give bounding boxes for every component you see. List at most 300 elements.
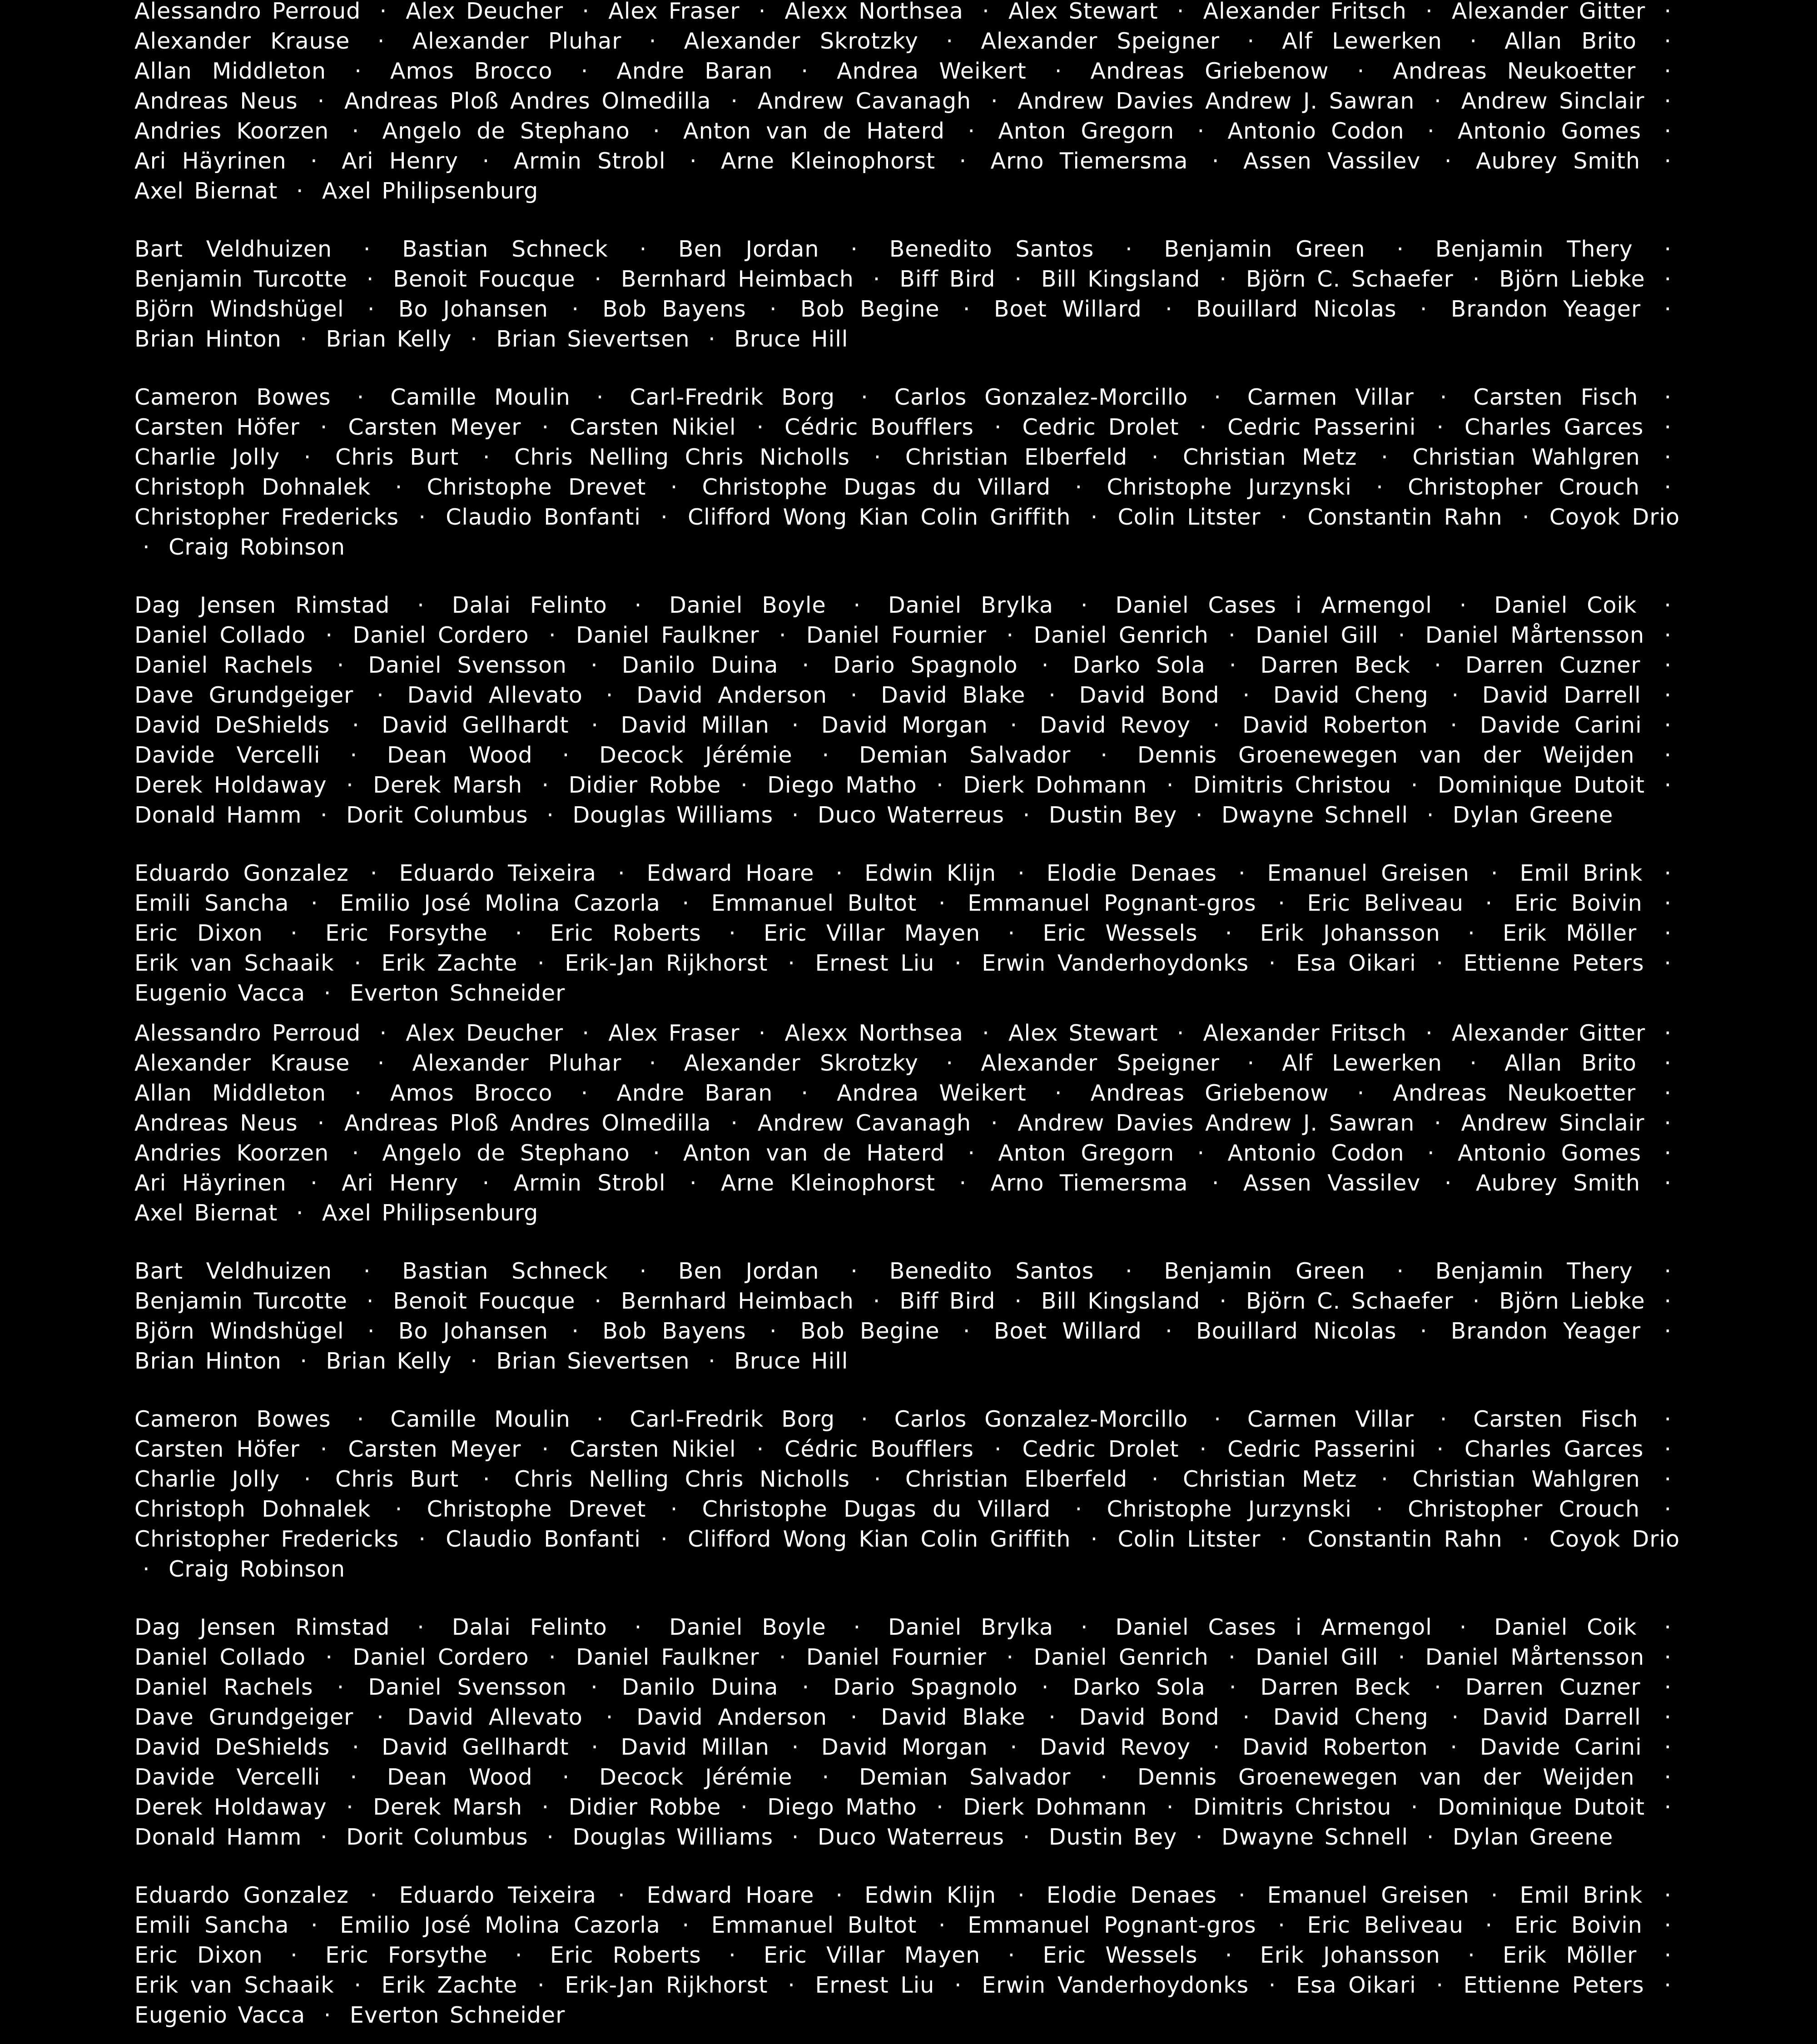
name-separator: · <box>729 1942 736 1968</box>
name-separator: · <box>1664 1614 1672 1640</box>
credit-name: Alexander Speigner <box>981 28 1220 54</box>
name-separator: · <box>377 682 384 708</box>
name-separator: · <box>1664 444 1672 470</box>
name-separator: · <box>1664 1704 1672 1730</box>
credit-name: Everton Schneider <box>349 2002 566 2028</box>
credit-name: Clifford Wong Kian Colin Griffith <box>687 1526 1071 1552</box>
credit-name: Bob Begine <box>800 1318 940 1344</box>
credit-name: Christopher Crouch <box>1408 474 1640 500</box>
credit-name: Björn Liebke <box>1499 1288 1645 1314</box>
credit-name: Esa Oikari <box>1296 950 1416 976</box>
credit-name: Ari Henry <box>342 1170 459 1196</box>
credit-name: Armin Strobl <box>513 1170 666 1196</box>
credit-name: Eric Roberts <box>550 1942 701 1968</box>
name-separator: · <box>873 266 881 292</box>
name-separator: · <box>303 1466 312 1492</box>
credit-name: Christophe Dugas du Villard <box>702 1496 1051 1522</box>
name-separator: · <box>1664 1110 1672 1136</box>
name-separator: · <box>1664 1050 1672 1076</box>
name-separator: · <box>1212 1734 1221 1760</box>
credit-name: Daniel Rachels <box>134 652 313 678</box>
name-separator: · <box>1434 1674 1442 1700</box>
credit-name: Davide Carini <box>1479 712 1642 738</box>
name-separator: · <box>1664 890 1672 916</box>
name-separator: · <box>1664 682 1672 708</box>
credit-name: David Gellhardt <box>382 1734 569 1760</box>
credit-name: Alex Deucher <box>406 0 564 24</box>
name-separator: · <box>1151 444 1159 470</box>
name-separator: · <box>779 1644 787 1670</box>
name-separator: · <box>740 1794 748 1820</box>
name-separator: · <box>853 1614 861 1640</box>
credit-name: Dimitris Christou <box>1193 772 1392 798</box>
credit-name: Antonio Codon <box>1227 1140 1405 1166</box>
name-separator: · <box>1427 118 1435 144</box>
credit-name: Benedito Santos <box>889 1258 1094 1284</box>
credit-name: Erwin Vanderhoydonks <box>982 950 1249 976</box>
name-separator: · <box>1459 1614 1467 1640</box>
name-separator: · <box>1664 1022 1672 1046</box>
name-separator: · <box>352 1734 360 1760</box>
credit-name: Erik Möller <box>1503 1942 1637 1968</box>
credit-group-d <box>134 1612 1680 1852</box>
credit-name: Danilo Duina <box>621 652 779 678</box>
credit-name: Andreas Ploß Andres Olmedilla <box>344 1110 711 1136</box>
credit-name: Andrew Sinclair <box>1461 1110 1645 1136</box>
name-separator: · <box>1211 1170 1220 1196</box>
name-separator: · <box>861 1406 869 1432</box>
credit-name: Esa Oikari <box>1296 1972 1416 1998</box>
credit-group-a <box>134 0 1680 206</box>
name-separator: · <box>758 1022 766 1046</box>
credit-name: Erik-Jan Rijkhorst <box>565 950 768 976</box>
credit-name: Dominique Dutoit <box>1437 1794 1645 1820</box>
credit-name: Daniel Rachels <box>134 1674 313 1700</box>
name-separator: · <box>708 326 716 352</box>
name-separator: · <box>350 742 358 768</box>
name-separator: · <box>1664 1406 1672 1432</box>
name-separator: · <box>582 0 590 24</box>
credit-name: Carsten Fisch <box>1473 1406 1638 1432</box>
name-separator: · <box>708 1348 716 1374</box>
credit-name: Brian Sievertsen <box>496 1348 690 1374</box>
name-separator: · <box>788 950 795 976</box>
name-separator: · <box>352 1140 360 1166</box>
name-separator: · <box>1228 622 1236 648</box>
name-separator: · <box>1472 266 1480 292</box>
credit-name: Darren Beck <box>1260 1674 1411 1700</box>
name-separator: · <box>968 118 975 144</box>
name-separator: · <box>729 920 736 946</box>
name-separator: · <box>562 742 570 768</box>
name-separator: · <box>1398 1644 1406 1670</box>
credit-name: Emil Brink <box>1519 1882 1643 1908</box>
name-separator: · <box>1664 1466 1672 1492</box>
name-separator: · <box>143 534 150 560</box>
credit-name: David Blake <box>881 1704 1026 1730</box>
credit-name: Brandon Yeager <box>1450 1318 1641 1344</box>
name-separator: · <box>963 296 971 322</box>
name-separator: · <box>1048 1704 1056 1730</box>
name-separator: · <box>1664 1436 1672 1462</box>
credit-name: Allan Brito <box>1504 28 1637 54</box>
name-separator: · <box>594 266 602 292</box>
name-separator: · <box>482 1170 490 1196</box>
name-separator: · <box>689 148 697 174</box>
credit-name: Erik van Schaaik <box>134 1972 334 1998</box>
name-separator: · <box>1268 1972 1276 1998</box>
name-separator: · <box>1197 118 1205 144</box>
name-separator: · <box>1278 1912 1286 1938</box>
credit-name: Dag Jensen Rimstad <box>134 592 390 618</box>
name-separator: · <box>1014 1288 1022 1314</box>
name-separator: · <box>1440 384 1448 410</box>
credit-name: Chris Burt <box>335 444 459 470</box>
credit-name: Christian Wahlgren <box>1412 1466 1640 1492</box>
name-separator: · <box>801 58 809 84</box>
name-separator: · <box>379 0 387 24</box>
name-separator: · <box>954 1972 962 1998</box>
credit-name: Claudio Bonfanti <box>446 1526 641 1552</box>
credit-name: Alexander Fritsch <box>1203 0 1407 24</box>
name-separator: · <box>1041 1674 1049 1700</box>
name-separator: · <box>649 1050 657 1076</box>
name-separator: · <box>1008 920 1016 946</box>
credit-group-e <box>134 858 1680 1008</box>
credit-name: Björn C. Schaefer <box>1246 266 1454 292</box>
credit-name: Christophe Jurzynski <box>1107 474 1352 500</box>
credit-name: Alexander Skrotzky <box>684 1050 919 1076</box>
credit-name: David Roberton <box>1242 1734 1428 1760</box>
credit-name: Eric Roberts <box>550 920 701 946</box>
name-separator: · <box>1228 1644 1236 1670</box>
name-separator: · <box>1023 802 1031 828</box>
name-separator: · <box>354 1972 362 1998</box>
name-separator: · <box>1427 1140 1435 1166</box>
credits-column <box>134 0 1680 1022</box>
credit-name: Dean Wood <box>387 742 533 768</box>
name-separator: · <box>1125 1258 1133 1284</box>
name-separator: · <box>1664 1644 1672 1670</box>
credit-name: David Bond <box>1079 682 1220 708</box>
credit-name: Ettienne Peters <box>1463 950 1644 976</box>
name-separator: · <box>791 712 799 738</box>
name-separator: · <box>994 414 1002 440</box>
credit-name: Bob Bayens <box>602 1318 746 1344</box>
name-separator: · <box>936 772 944 798</box>
credit-name: Andries Koorzen <box>134 118 329 144</box>
credit-name: Benoit Foucque <box>393 1288 576 1314</box>
credit-name: Eduardo Gonzalez <box>134 860 349 886</box>
name-separator: · <box>874 444 882 470</box>
name-separator: · <box>606 682 614 708</box>
credit-name: Emili Sancha <box>134 890 289 916</box>
name-separator: · <box>418 1526 426 1552</box>
credit-name: Emil Brink <box>1519 860 1643 886</box>
name-separator: · <box>1125 236 1133 262</box>
credit-name: Emanuel Greisen <box>1267 1882 1469 1908</box>
credit-name: Daniel Cases i Armengol <box>1115 1614 1432 1640</box>
name-separator: · <box>1436 950 1444 976</box>
credit-name: Dennis Groenewegen van der Weijden <box>1137 742 1635 768</box>
credit-name: Alex Stewart <box>1008 0 1158 24</box>
credit-name: Cedric Passerini <box>1227 414 1416 440</box>
credit-name: Amos Brocco <box>390 58 553 84</box>
credit-name: Alexander Krause <box>134 1050 350 1076</box>
credit-name: Eugenio Vacca <box>134 2002 306 2028</box>
name-separator: · <box>470 326 478 352</box>
name-separator: · <box>1214 384 1221 410</box>
name-separator: · <box>769 296 777 322</box>
name-separator: · <box>546 802 554 828</box>
credit-name: Cedric Drolet <box>1022 414 1179 440</box>
name-separator: · <box>354 58 362 84</box>
credit-name: Dylan Greene <box>1452 1824 1613 1850</box>
credit-name: Bastian Schneck <box>402 236 608 262</box>
name-separator: · <box>363 1258 371 1284</box>
name-separator: · <box>1212 712 1221 738</box>
credit-name: Andreas Griebenow <box>1090 58 1329 84</box>
credit-name: Andre Baran <box>616 1080 773 1106</box>
credit-name: Dustin Bey <box>1048 802 1177 828</box>
credit-name: Daniel Cordero <box>352 1644 529 1670</box>
name-separator: · <box>1664 950 1672 976</box>
name-separator: · <box>850 236 858 262</box>
credit-name: Erik Johansson <box>1260 920 1440 946</box>
credit-name: Andrew Davies Andrew J. Sawran <box>1018 1110 1415 1136</box>
name-separator: · <box>591 1734 599 1760</box>
credit-name: Emmanuel Pognant-gros <box>968 890 1256 916</box>
name-separator: · <box>835 1882 844 1908</box>
name-separator: · <box>1075 1496 1083 1522</box>
name-separator: · <box>1485 1912 1493 1938</box>
credit-group-d <box>134 590 1680 830</box>
credit-name: Antonio Gomes <box>1457 1140 1642 1166</box>
credit-name: Chris Nelling Chris Nicholls <box>514 1466 850 1492</box>
name-separator: · <box>791 1734 799 1760</box>
credit-name: Alexander Gitter <box>1451 1022 1646 1046</box>
credit-name: David Revoy <box>1039 712 1191 738</box>
credit-name: Everton Schneider <box>349 980 566 1006</box>
name-separator: · <box>325 622 333 648</box>
credit-name: David Morgan <box>821 1734 988 1760</box>
credit-name: Allan Middleton <box>134 1080 327 1106</box>
name-separator: · <box>1434 1110 1442 1136</box>
credit-name: Daniel Mårtensson <box>1425 622 1645 648</box>
credit-name: Erik Johansson <box>1260 1942 1440 1968</box>
name-separator: · <box>290 920 298 946</box>
name-separator: · <box>515 1942 523 1968</box>
name-separator: · <box>946 1050 953 1076</box>
credit-name: Armin Strobl <box>513 148 666 174</box>
name-separator: · <box>791 1824 799 1850</box>
credit-name: Christophe Dugas du Villard <box>702 474 1051 500</box>
credit-name: Edward Hoare <box>646 1882 814 1908</box>
name-separator: · <box>1664 1318 1672 1344</box>
credit-name: Edwin Klijn <box>864 860 997 886</box>
credit-name: Daniel Coik <box>1494 592 1637 618</box>
name-separator: · <box>990 1110 998 1136</box>
credit-name: Colin Litster <box>1117 1526 1261 1552</box>
credit-name: David Revoy <box>1039 1734 1191 1760</box>
credit-name: Carmen Villar <box>1247 384 1414 410</box>
name-separator: · <box>1100 742 1108 768</box>
name-separator: · <box>1434 652 1442 678</box>
name-separator: · <box>1166 1794 1174 1820</box>
credit-name: Demian Salvador <box>859 1764 1071 1790</box>
credit-name: Didier Robbe <box>568 772 721 798</box>
credit-name: Brian Kelly <box>326 1348 452 1374</box>
name-separator: · <box>596 384 604 410</box>
name-separator: · <box>1177 0 1185 24</box>
credit-name: David Morgan <box>821 712 988 738</box>
name-separator: · <box>482 148 490 174</box>
name-separator: · <box>337 1674 345 1700</box>
credit-name: Alexander Skrotzky <box>684 28 919 54</box>
credit-name: Alex Fraser <box>608 1022 740 1046</box>
credit-name: Andrew Davies Andrew J. Sawran <box>1018 88 1415 114</box>
name-separator: · <box>363 236 371 262</box>
credit-name: Christopher Fredericks <box>134 504 399 530</box>
name-separator: · <box>660 504 668 530</box>
name-separator: · <box>1469 28 1477 54</box>
name-separator: · <box>1010 1734 1018 1760</box>
name-separator: · <box>822 742 830 768</box>
credit-name: Coyok Drio <box>1549 504 1680 530</box>
credit-name: Emmanuel Bultot <box>711 1912 917 1938</box>
credit-name: Assen Vassilev <box>1243 1170 1421 1196</box>
name-separator: · <box>300 1348 308 1374</box>
credit-name: David Darrell <box>1482 1704 1641 1730</box>
credit-name: Ben Jordan <box>678 1258 819 1284</box>
name-separator: · <box>1229 652 1237 678</box>
name-separator: · <box>303 444 312 470</box>
credit-name: Daniel Cordero <box>352 622 529 648</box>
credit-name: Daniel Cases i Armengol <box>1115 592 1432 618</box>
name-separator: · <box>366 266 374 292</box>
credit-name: Alex Deucher <box>406 1022 564 1046</box>
credit-name: Andrew Cavanagh <box>757 88 972 114</box>
credit-group-e <box>134 1880 1680 2030</box>
name-separator: · <box>1485 890 1493 916</box>
name-separator: · <box>366 1288 374 1314</box>
credit-name: Anton van de Haterd <box>683 118 945 144</box>
name-separator: · <box>1664 712 1672 738</box>
credit-name: Benedito Santos <box>889 236 1094 262</box>
credit-name: Elodie Denaes <box>1046 860 1217 886</box>
credit-name: Carl-Fredrik Borg <box>630 1406 835 1432</box>
name-separator: · <box>296 178 304 204</box>
name-separator: · <box>537 1972 545 1998</box>
credit-name: Derek Holdaway <box>134 772 327 798</box>
name-separator: · <box>1664 266 1672 292</box>
credit-name: Andreas Neus <box>134 88 298 114</box>
name-separator: · <box>1459 592 1467 618</box>
name-separator: · <box>1041 652 1049 678</box>
name-separator: · <box>1664 1912 1672 1938</box>
name-separator: · <box>367 296 375 322</box>
name-separator: · <box>1018 860 1025 886</box>
credit-name: Diego Matho <box>767 772 917 798</box>
name-separator: · <box>1664 652 1672 678</box>
credit-name: Christophe Drevet <box>427 474 646 500</box>
credit-name: Eric Beliveau <box>1307 1912 1464 1938</box>
credit-name: Biff Bird <box>899 266 996 292</box>
credit-name: Dylan Greene <box>1452 802 1613 828</box>
credit-name: Bruce Hill <box>734 1348 849 1374</box>
name-separator: · <box>296 1200 304 1226</box>
name-separator: · <box>591 712 599 738</box>
credit-name: Darko Sola <box>1072 1674 1206 1700</box>
credit-name: Björn Windshügel <box>134 1318 344 1344</box>
name-separator: · <box>317 88 325 114</box>
name-separator: · <box>1664 1972 1672 1998</box>
name-separator: · <box>850 1704 858 1730</box>
name-separator: · <box>1381 444 1389 470</box>
name-separator: · <box>1054 58 1062 84</box>
credit-name: Darren Cuzner <box>1465 1674 1641 1700</box>
credit-name: Andries Koorzen <box>134 1140 329 1166</box>
name-separator: · <box>959 148 967 174</box>
credit-name: Alexander Pluhar <box>412 28 622 54</box>
credit-name: Dominique Dutoit <box>1437 772 1645 798</box>
credit-name: Benjamin Thery <box>1435 236 1633 262</box>
name-separator: · <box>541 414 550 440</box>
name-separator: · <box>546 1824 554 1850</box>
name-separator: · <box>1197 1140 1205 1166</box>
name-separator: · <box>1664 1882 1672 1908</box>
name-separator: · <box>323 2002 332 2028</box>
name-separator: · <box>1008 1942 1016 1968</box>
credit-name: Alex Stewart <box>1008 1022 1158 1046</box>
credit-name: Eduardo Teixeira <box>399 860 596 886</box>
name-separator: · <box>1664 1258 1672 1284</box>
credit-name: Carsten Meyer <box>348 1436 521 1462</box>
credit-name: Axel Philipsenburg <box>322 178 539 204</box>
credit-name: Duco Waterreus <box>817 1824 1004 1850</box>
credit-name: Eduardo Gonzalez <box>134 1882 349 1908</box>
name-separator: · <box>618 860 626 886</box>
credit-name: Darren Beck <box>1260 652 1411 678</box>
name-separator: · <box>689 1170 697 1196</box>
credit-name: Eric Villar Mayen <box>763 1942 981 1968</box>
credit-name: Daniel Brylka <box>888 592 1054 618</box>
credit-name: Dalai Felinto <box>452 1614 607 1640</box>
name-separator: · <box>395 474 403 500</box>
name-separator: · <box>1219 1288 1227 1314</box>
credit-name: Andrew Cavanagh <box>757 1110 972 1136</box>
name-separator: · <box>1664 1288 1672 1314</box>
credit-name: Carlos Gonzalez-Morcillo <box>894 384 1188 410</box>
name-separator: · <box>634 592 642 618</box>
credit-name: Bill Kingsland <box>1041 266 1201 292</box>
credit-name: Andrea Weikert <box>837 1080 1027 1106</box>
credit-name: Andreas Griebenow <box>1090 1080 1329 1106</box>
credit-name: Darko Sola <box>1072 652 1206 678</box>
credit-name: Alf Lewerken <box>1282 28 1442 54</box>
credit-name: Eric Forsythe <box>325 1942 488 1968</box>
credit-name: Daniel Fournier <box>806 1644 987 1670</box>
name-separator: · <box>982 1022 990 1046</box>
credit-name: David Allevato <box>407 1704 583 1730</box>
credits-column <box>134 1022 1680 2044</box>
credit-name: Dave Grundgeiger <box>134 1704 354 1730</box>
name-separator: · <box>346 1794 354 1820</box>
credit-name: Alexx Northsea <box>784 1022 963 1046</box>
name-separator: · <box>581 58 589 84</box>
name-separator: · <box>1468 1942 1475 1968</box>
name-separator: · <box>1410 1794 1419 1820</box>
